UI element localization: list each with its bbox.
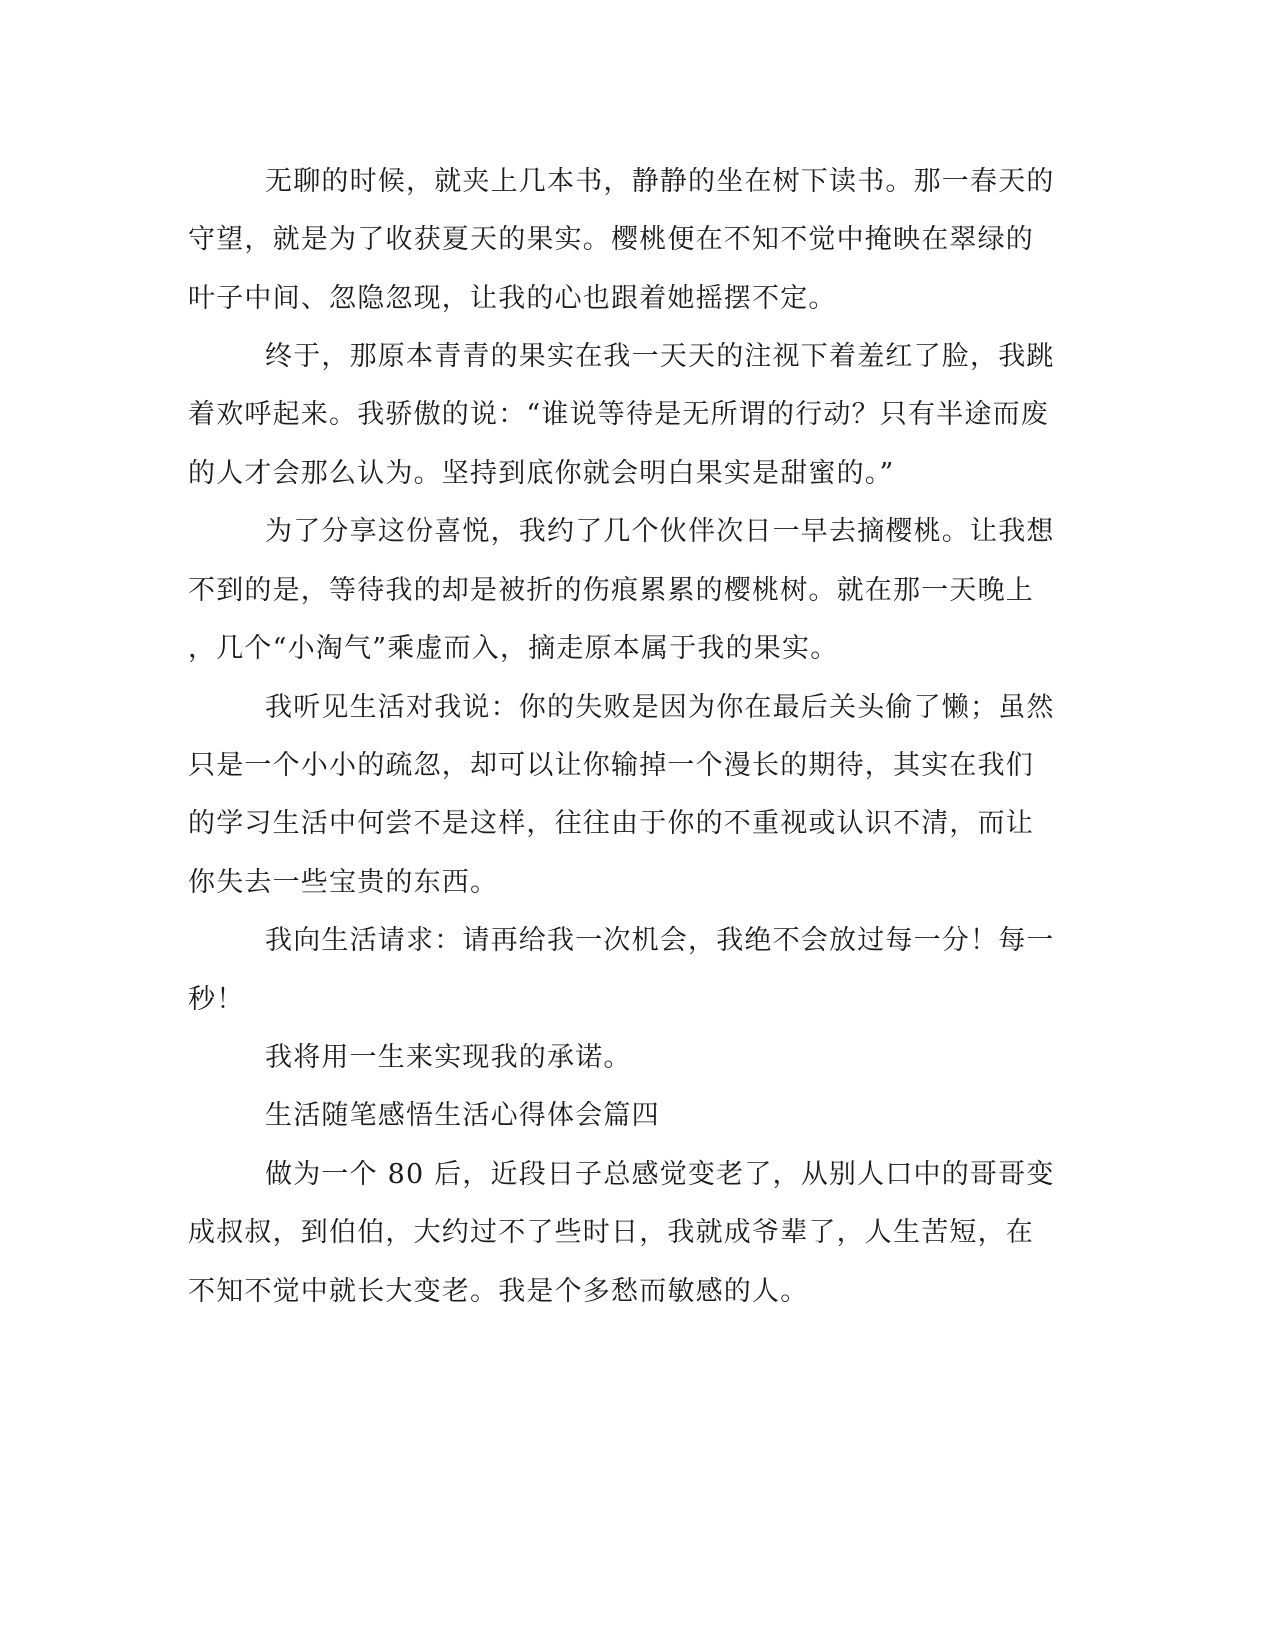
text-line: 做为一个 80 后，近段日子总感觉变老了，从别人口中的哥哥变 (265, 1159, 1055, 1190)
text-line: 无聊的时候，就夹上几本书，静静的坐在树下读书。那一春天的 (265, 166, 1055, 197)
text-line: 我将用一生来实现我的承诺。 (265, 1042, 632, 1073)
text-line: 叶子中间、忽隐忽现，让我的心也跟着她摇摆不定。 (188, 283, 837, 314)
text-line: 着欢呼起来。我骄傲的说：“谁说等待是无所谓的行动？只有半途而废 (188, 399, 1050, 430)
text-line: 守望，就是为了收获夏天的果实。樱桃便在不知不觉中掩映在翠绿的 (188, 224, 1034, 255)
text-line: 秒！ (188, 984, 245, 1015)
section-heading: 生活随笔感悟生活心得体会篇四 (265, 1100, 660, 1131)
text-line: 的人才会那么认为。坚持到底你就会明白果实是甜蜜的。” (188, 458, 895, 489)
text-line: 成叔叔，到伯伯，大约过不了些时日，我就成爷辈了，人生苦短，在 (188, 1217, 1034, 1248)
text-line: 的学习生活中何尝不是这样，往往由于你的不重视或认识不清，而让 (188, 808, 1034, 839)
text-line: 为了分享这份喜悦，我约了几个伙伴次日一早去摘樱桃。让我想 (265, 516, 1055, 547)
text-line: 不知不觉中就长大变老。我是个多愁而敏感的人。 (188, 1276, 809, 1307)
text-line: 不到的是，等待我的却是被折的伤痕累累的樱桃树。就在那一天晚上 (188, 575, 1034, 606)
text-line: 终于，那原本青青的果实在我一天天的注视下着羞红了脸，我跳 (265, 341, 1055, 372)
text-line: ，几个“小淘气”乘虚而入，摘走原本属于我的果实。 (188, 633, 839, 664)
text-line: 你失去一些宝贵的东西。 (188, 867, 499, 898)
text-line: 我向生活请求：请再给我一次机会，我绝不会放过每一分！每一 (265, 925, 1055, 956)
text-line: 我听见生活对我说：你的失败是因为你在最后关头偷了懒；虽然 (265, 692, 1055, 723)
text-line: 只是一个小小的疏忽，却可以让你输掉一个漫长的期待，其实在我们 (188, 750, 1034, 781)
